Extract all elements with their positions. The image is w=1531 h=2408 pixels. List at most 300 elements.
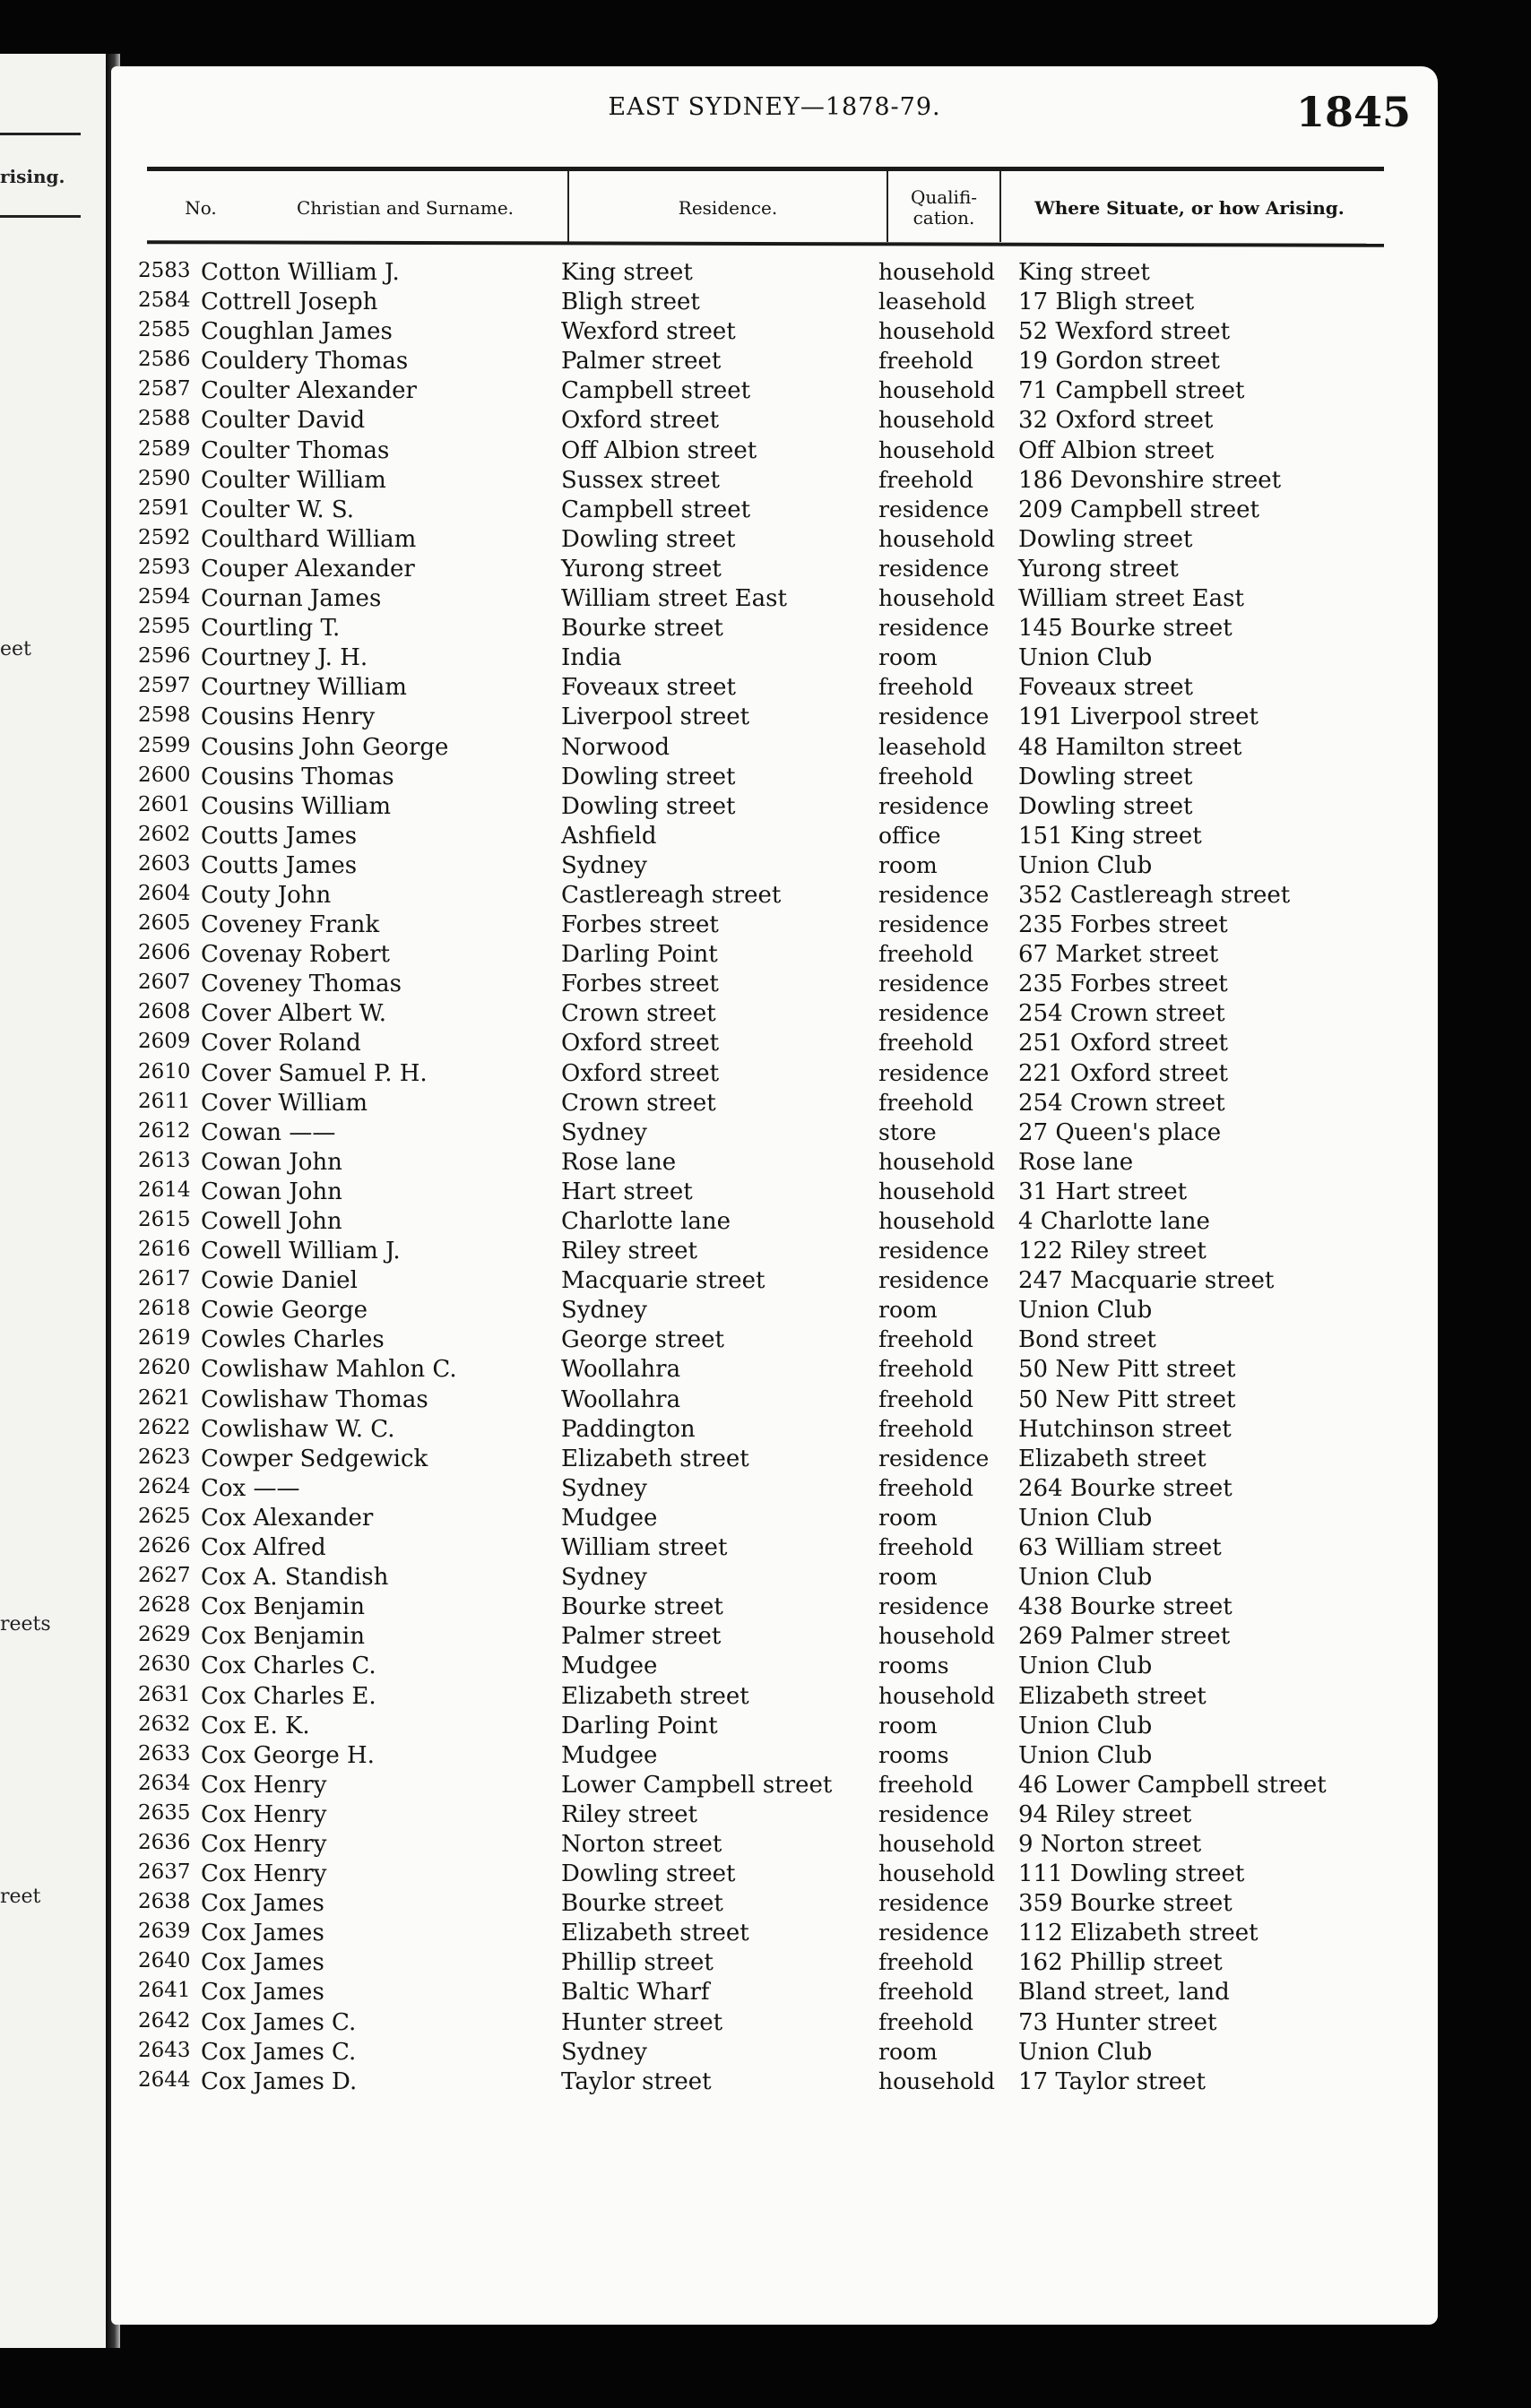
table-row <box>111 852 1438 882</box>
qualification: residence <box>878 881 990 908</box>
qualification: residence <box>878 1000 990 1027</box>
previous-page-fragment: reet <box>0 1886 41 1908</box>
where-situate: 235 Forbes street <box>1018 971 1228 998</box>
residence: Crown street <box>561 1000 716 1028</box>
residence: Hunter street <box>561 2008 723 2036</box>
elector-number: 2593 <box>138 555 191 579</box>
qualification: rooms <box>878 1741 949 1768</box>
elector-name: Cox James <box>201 1949 324 1977</box>
where-situate: 254 Crown street <box>1018 1089 1225 1117</box>
table-row <box>111 467 1438 496</box>
elector-name: Cox Benjamin <box>201 1593 365 1621</box>
table-row <box>111 674 1438 703</box>
elector-number: 2620 <box>138 1356 191 1380</box>
elector-number: 2634 <box>138 1771 191 1795</box>
where-situate: 46 Lower Campbell street <box>1018 1771 1327 1799</box>
residence: Bourke street <box>561 615 723 643</box>
qualification: household <box>878 525 996 552</box>
table-row <box>111 318 1438 348</box>
elector-name: Cox Henry <box>201 1771 327 1799</box>
residence: Lower Campbell street <box>561 1771 833 1799</box>
elector-number: 2601 <box>138 792 191 816</box>
table-row <box>111 1267 1438 1297</box>
table-row <box>111 1475 1438 1505</box>
residence: Forbes street <box>561 971 719 998</box>
qualification: household <box>878 1860 996 1887</box>
where-situate: 352 Castlereagh street <box>1018 881 1291 909</box>
qualification: household <box>878 585 996 612</box>
elector-name: Coutts James <box>201 851 358 879</box>
where-situate: 67 Market street <box>1018 941 1219 969</box>
where-situate: 73 Hunter street <box>1018 2008 1217 2036</box>
residence: Sydney <box>561 1474 647 1502</box>
residence: Bourke street <box>561 1593 723 1621</box>
elector-name: Cowper Sedgewick <box>201 1445 428 1472</box>
residence: Campbell street <box>561 496 751 523</box>
elector-name: Cowlishaw Mahlon C. <box>201 1356 457 1384</box>
previous-page-fragment: rising. <box>0 166 65 187</box>
residence: Ashfield <box>561 822 657 850</box>
where-situate: 50 New Pitt street <box>1018 1356 1236 1384</box>
where-situate: Bond street <box>1018 1326 1156 1354</box>
qualification: freehold <box>878 941 973 968</box>
elector-number: 2643 <box>138 2038 191 2062</box>
column-header-where: Where Situate, or how Arising. <box>1034 196 1345 219</box>
elector-number: 2586 <box>138 348 191 372</box>
table-row <box>111 348 1438 377</box>
elector-name: Courtney J. H. <box>201 644 368 672</box>
where-situate: 186 Devonshire street <box>1018 466 1282 494</box>
elector-number: 2638 <box>138 1890 191 1914</box>
elector-number: 2583 <box>138 259 191 282</box>
table-row <box>111 1090 1438 1119</box>
table-row <box>111 1623 1438 1653</box>
elector-name: Cox Henry <box>201 1860 327 1888</box>
residence: Palmer street <box>561 1623 722 1651</box>
table-row <box>111 437 1438 467</box>
table-row <box>111 764 1438 793</box>
table-row <box>111 1416 1438 1446</box>
where-situate: 151 King street <box>1018 822 1202 850</box>
elector-number: 2614 <box>138 1178 191 1202</box>
residence: Taylor street <box>561 2067 712 2095</box>
table-row <box>111 1860 1438 1890</box>
residence: Dowling street <box>561 792 736 820</box>
table-row <box>111 703 1438 733</box>
elector-name: Cover William <box>201 1089 368 1117</box>
table-row <box>111 941 1438 971</box>
elector-number: 2602 <box>138 822 191 846</box>
elector-number: 2622 <box>138 1415 191 1439</box>
qualification: residence <box>878 1059 990 1086</box>
elector-number: 2594 <box>138 585 191 609</box>
residence: Phillip street <box>561 1949 714 1977</box>
elector-number: 2632 <box>138 1712 191 1736</box>
residence: Baltic Wharf <box>561 1979 710 2007</box>
elector-number: 2615 <box>138 1208 191 1231</box>
qualification: household <box>878 2067 996 2094</box>
where-situate: 50 New Pitt street <box>1018 1385 1236 1413</box>
elector-name: Cox Charles E. <box>201 1682 376 1710</box>
elector-name: Cowell William J. <box>201 1238 401 1265</box>
elector-name: Cowie Daniel <box>201 1267 358 1295</box>
where-situate: 111 Dowling street <box>1018 1860 1245 1888</box>
table-row <box>111 1178 1438 1208</box>
qualification: household <box>878 318 996 345</box>
residence: Darling Point <box>561 941 718 969</box>
elector-number: 2633 <box>138 1741 191 1765</box>
table-row <box>111 644 1438 674</box>
elector-name: Cox Henry <box>201 1830 327 1858</box>
elector-number: 2585 <box>138 318 191 342</box>
where-situate: Yurong street <box>1018 555 1179 583</box>
where-situate: Foveaux street <box>1018 674 1193 702</box>
qualification: freehold <box>878 674 973 701</box>
table-row <box>111 882 1438 911</box>
qualification: room <box>878 851 938 878</box>
qualification: household <box>878 1208 996 1234</box>
elector-name: Cowlishaw Thomas <box>201 1385 428 1413</box>
table-row <box>111 1149 1438 1178</box>
qualification: residence <box>878 1267 990 1294</box>
table-row <box>111 1534 1438 1564</box>
where-situate: 359 Bourke street <box>1018 1890 1233 1918</box>
elector-number: 2637 <box>138 1860 191 1885</box>
elector-name: Coulter Thomas <box>201 436 390 464</box>
where-situate: 31 Hart street <box>1018 1178 1188 1205</box>
residence: Sydney <box>561 2038 647 2066</box>
table-row <box>111 1238 1438 1267</box>
residence: Elizabeth street <box>561 1920 749 1947</box>
elector-number: 2636 <box>138 1830 191 1854</box>
where-situate: 4 Charlotte lane <box>1018 1208 1210 1235</box>
where-situate: Union Club <box>1018 1297 1153 1325</box>
qualification: freehold <box>878 1534 973 1561</box>
table-row <box>111 1356 1438 1385</box>
qualification: freehold <box>878 1089 973 1116</box>
where-situate: Dowling street <box>1018 525 1193 553</box>
elector-number: 2628 <box>138 1593 191 1618</box>
qualification: residence <box>878 1800 990 1827</box>
elector-number: 2608 <box>138 1000 191 1024</box>
table-row <box>111 1297 1438 1326</box>
previous-page-rule <box>0 215 81 218</box>
residence: Yurong street <box>561 555 722 583</box>
table-row <box>111 1505 1438 1534</box>
elector-name: Coulter Alexander <box>201 377 417 405</box>
where-situate: 19 Gordon street <box>1018 348 1220 375</box>
elector-number: 2618 <box>138 1297 191 1321</box>
elector-number: 2596 <box>138 644 191 669</box>
qualification: freehold <box>878 2008 973 2035</box>
qualification: residence <box>878 615 990 642</box>
qualification: residence <box>878 555 990 582</box>
elector-number: 2625 <box>138 1504 191 1528</box>
residence: Forbes street <box>561 911 719 939</box>
residence: George street <box>561 1326 724 1354</box>
where-situate: 17 Bligh street <box>1018 289 1195 316</box>
residence: Riley street <box>561 1800 697 1828</box>
elector-number: 2624 <box>138 1474 191 1498</box>
qualification: household <box>878 1682 996 1709</box>
table-row <box>111 823 1438 852</box>
qualification: residence <box>878 792 990 819</box>
qualification: residence <box>878 971 990 997</box>
elector-name: Cox George H. <box>201 1741 375 1769</box>
elector-number: 2639 <box>138 1920 191 1944</box>
where-situate: Union Club <box>1018 1712 1153 1739</box>
where-situate: 209 Campbell street <box>1018 496 1259 523</box>
residence: Wexford street <box>561 318 736 346</box>
elector-name: Covenay Robert <box>201 941 390 969</box>
elector-name: Cox James <box>201 1920 324 1947</box>
previous-page-rule <box>0 133 81 135</box>
where-situate: Union Club <box>1018 1653 1153 1680</box>
qualification: freehold <box>878 1771 973 1798</box>
where-situate: Union Club <box>1018 1564 1153 1592</box>
qualification: room <box>878 1297 938 1324</box>
where-situate: 48 Hamilton street <box>1018 733 1242 761</box>
where-situate: 264 Bourke street <box>1018 1474 1233 1502</box>
elector-number: 2590 <box>138 466 191 490</box>
residence: India <box>561 644 622 672</box>
qualification: room <box>878 1504 938 1531</box>
elector-name: Cox James <box>201 1979 324 2007</box>
where-situate: Union Club <box>1018 2038 1153 2066</box>
elector-name: Cover Samuel P. H. <box>201 1059 428 1087</box>
residence: Dowling street <box>561 763 736 790</box>
table-row <box>111 407 1438 436</box>
where-situate: Hutchinson street <box>1018 1415 1232 1443</box>
elector-name: Coulter David <box>201 407 366 435</box>
qualification: store <box>878 1118 937 1145</box>
elector-number: 2640 <box>138 1949 191 1973</box>
residence: William street East <box>561 585 787 613</box>
table-row <box>111 1326 1438 1356</box>
table-row <box>111 585 1438 615</box>
elector-number: 2629 <box>138 1623 191 1647</box>
residence: Oxford street <box>561 1030 720 1057</box>
table-row <box>111 1713 1438 1742</box>
where-situate: Union Club <box>1018 1741 1153 1769</box>
elector-number: 2630 <box>138 1653 191 1677</box>
elector-name: Coutts James <box>201 822 358 850</box>
table-row <box>111 556 1438 585</box>
table-row <box>111 1742 1438 1772</box>
qualification: household <box>878 259 996 285</box>
table-row <box>111 1920 1438 1949</box>
elector-number: 2598 <box>138 703 191 728</box>
qualification: household <box>878 436 996 463</box>
elector-number: 2610 <box>138 1059 191 1083</box>
residence: Dowling street <box>561 1860 736 1888</box>
where-situate: 269 Palmer street <box>1018 1623 1231 1651</box>
where-situate: Off Albion street <box>1018 436 1215 464</box>
residence: Bourke street <box>561 1890 723 1918</box>
column-header-residence: Residence. <box>678 196 778 219</box>
qualification: room <box>878 1564 938 1591</box>
qualification: freehold <box>878 348 973 375</box>
where-situate: Union Club <box>1018 851 1153 879</box>
residence: Sussex street <box>561 466 720 494</box>
where-situate: Union Club <box>1018 644 1153 672</box>
document-page <box>111 66 1438 2325</box>
table-row <box>111 1060 1438 1090</box>
residence: Mudgee <box>561 1504 658 1532</box>
qualification: room <box>878 1712 938 1739</box>
residence: Riley street <box>561 1238 697 1265</box>
elector-name: Cover Albert W. <box>201 1000 387 1028</box>
elector-name: Cousins William <box>201 792 391 820</box>
qualification: freehold <box>878 1326 973 1353</box>
qualification: freehold <box>878 1356 973 1383</box>
where-situate: Dowling street <box>1018 792 1193 820</box>
elector-number: 2642 <box>138 2008 191 2033</box>
qualification: freehold <box>878 466 973 493</box>
column-header-qualification: Qualifi- cation. <box>910 186 978 229</box>
elector-name: Coughlan James <box>201 318 393 346</box>
column-header-no: No. <box>185 196 217 219</box>
residence: Elizabeth street <box>561 1445 749 1472</box>
qualification: household <box>878 377 996 404</box>
table-row <box>111 1000 1438 1030</box>
residence: Darling Point <box>561 1712 718 1739</box>
where-situate: King street <box>1018 259 1150 286</box>
elector-name: Cournan James <box>201 585 382 613</box>
where-situate: 94 Riley street <box>1018 1800 1192 1828</box>
table-row <box>111 1119 1438 1149</box>
where-situate: Bland street, land <box>1018 1979 1230 2007</box>
elector-name: Coveney Thomas <box>201 971 402 998</box>
where-situate: 27 Queen's place <box>1018 1118 1222 1146</box>
elector-number: 2631 <box>138 1682 191 1706</box>
elector-name: Cox Alfred <box>201 1534 326 1562</box>
table-row <box>111 971 1438 1000</box>
elector-number: 2589 <box>138 436 191 461</box>
qualification: residence <box>878 1445 990 1472</box>
page-number: 1845 <box>1295 88 1411 136</box>
table-row <box>111 2068 1438 2098</box>
elector-name: Cover Roland <box>201 1030 361 1057</box>
table-row <box>111 2009 1438 2039</box>
where-situate: 438 Bourke street <box>1018 1593 1233 1621</box>
elector-number: 2613 <box>138 1148 191 1172</box>
elector-name: Cowan —— <box>201 1118 336 1146</box>
residence: Norwood <box>561 733 670 761</box>
table-row <box>111 1446 1438 1475</box>
elector-number: 2619 <box>138 1326 191 1351</box>
elector-name: Cox James C. <box>201 2038 357 2066</box>
where-situate: Elizabeth street <box>1018 1445 1207 1472</box>
residence: Campbell street <box>561 377 751 405</box>
elector-name: Cotton William J. <box>201 259 400 286</box>
residence: Sydney <box>561 851 647 879</box>
qualification: freehold <box>878 1949 973 1976</box>
elector-name: Coulthard William <box>201 525 417 553</box>
qualification: room <box>878 644 938 671</box>
elector-number: 2606 <box>138 941 191 965</box>
residence: William street <box>561 1534 728 1562</box>
table-row <box>111 1979 1438 2008</box>
residence: Oxford street <box>561 1059 720 1087</box>
residence: Castlereagh street <box>561 881 782 909</box>
where-situate: Rose lane <box>1018 1148 1134 1176</box>
table-row <box>111 1386 1438 1416</box>
where-situate: 145 Bourke street <box>1018 615 1233 643</box>
elector-name: Cox A. Standish <box>201 1564 389 1592</box>
residence: King street <box>561 259 693 286</box>
header-rule-top <box>147 167 1384 171</box>
residence: Crown street <box>561 1089 716 1117</box>
table-row <box>111 615 1438 644</box>
elector-number: 2597 <box>138 674 191 698</box>
where-situate: 162 Phillip street <box>1018 1949 1223 1977</box>
previous-page-fragment: eet <box>0 638 31 660</box>
qualification: freehold <box>878 1030 973 1057</box>
where-situate: William street East <box>1018 585 1244 613</box>
table-row <box>111 2039 1438 2068</box>
residence: Liverpool street <box>561 703 750 731</box>
residence: Off Albion street <box>561 436 757 464</box>
elector-number: 2588 <box>138 407 191 431</box>
elector-name: Cox Henry <box>201 1800 327 1828</box>
elector-number: 2587 <box>138 377 191 401</box>
where-situate: 191 Liverpool street <box>1018 703 1259 731</box>
table-row <box>111 1653 1438 1682</box>
elector-number: 2592 <box>138 525 191 549</box>
elector-name: Cox —— <box>201 1474 300 1502</box>
elector-name: Couper Alexander <box>201 555 415 583</box>
qualification: household <box>878 1830 996 1857</box>
residence: Charlotte lane <box>561 1208 731 1235</box>
qualification: freehold <box>878 1385 973 1412</box>
elector-name: Cowlishaw W. C. <box>201 1415 395 1443</box>
table-row <box>111 911 1438 941</box>
residence: Dowling street <box>561 525 736 553</box>
table-row <box>111 1030 1438 1059</box>
qualification: household <box>878 1178 996 1204</box>
where-situate: 17 Taylor street <box>1018 2067 1206 2095</box>
residence: Woollahra <box>561 1356 681 1384</box>
table-row <box>111 1801 1438 1831</box>
table-row <box>111 793 1438 823</box>
elector-name: Cox Charles C. <box>201 1653 376 1680</box>
residence: Mudgee <box>561 1653 658 1680</box>
qualification: leasehold <box>878 289 987 315</box>
qualification: office <box>878 822 941 849</box>
elector-name: Coulter W. S. <box>201 496 354 523</box>
where-situate: 247 Macquarie street <box>1018 1267 1275 1295</box>
elector-name: Cowan John <box>201 1148 342 1176</box>
qualification: room <box>878 2038 938 2065</box>
previous-page-edge <box>0 54 106 2348</box>
elector-name: Couty John <box>201 881 332 909</box>
residence: Palmer street <box>561 348 722 375</box>
elector-number: 2591 <box>138 496 191 520</box>
table-row <box>111 1949 1438 1979</box>
elector-number: 2604 <box>138 881 191 905</box>
qualification: rooms <box>878 1653 949 1679</box>
residence: Oxford street <box>561 407 720 435</box>
table-row <box>111 1683 1438 1713</box>
table-row <box>111 496 1438 526</box>
table-row <box>111 1208 1438 1238</box>
elector-name: Courtney William <box>201 674 407 702</box>
table-row <box>111 1890 1438 1920</box>
column-header-name: Christian and Surname. <box>296 196 515 219</box>
elector-name: Cox James D. <box>201 2067 358 2095</box>
qualification: residence <box>878 703 990 730</box>
